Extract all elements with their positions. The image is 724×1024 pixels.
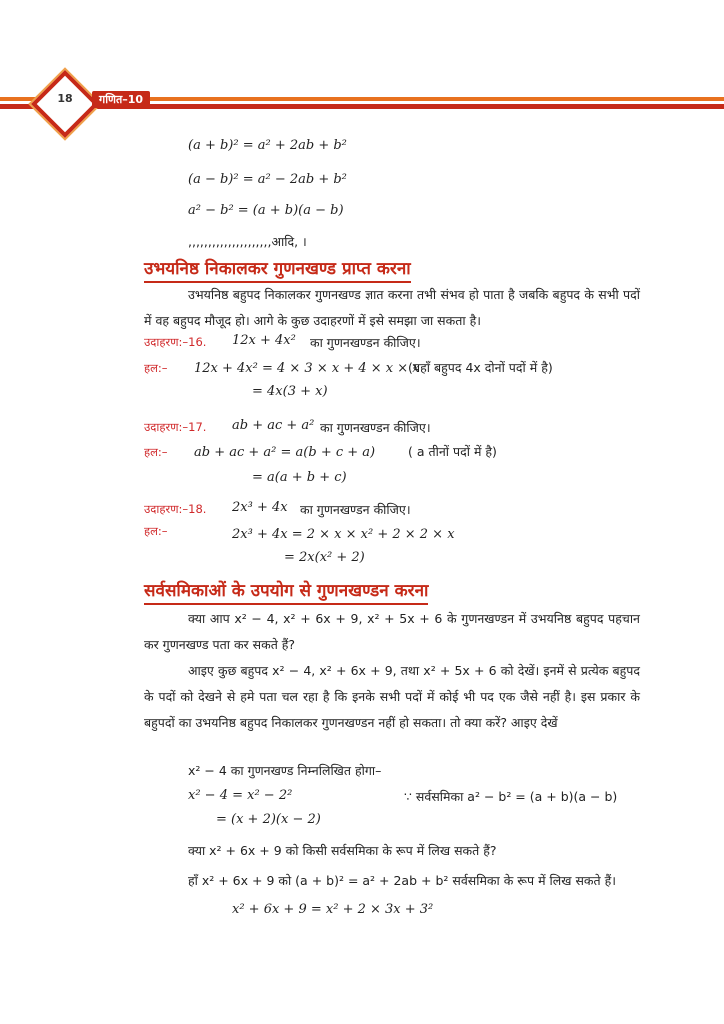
example-17-task: का गुणनखण्डन कीजिए। [320, 420, 431, 435]
example-17-solution-label: हल:– [144, 445, 168, 459]
section1-intro: उभयनिष्ठ बहुपद निकालकर गुणनखण्ड ज्ञात करना तभी संभव हो पाता है जबकि बहुपद के सभी पदों में वह बहुपद मौजूद हो। आगे के कुछ उदाहरणों में इसे समझा जा सकता है। [144, 287, 640, 328]
example-18-step1: 2x³ + 4x = 2 × x × x² + 2 × 2 × x [232, 527, 455, 542]
example-16-task: का गुणनखण्डन कीजिए। [310, 335, 421, 350]
example-17-step1: ab + ac + a² = a(b + c + a) [194, 445, 376, 460]
book-title: गणित–10 [92, 91, 150, 108]
section2-para2: आइए कुछ बहुपद x² − 4, x² + 6x + 9, तथा x² + 5x + 6 को देखें। इनमें से प्रत्येक बहुपद के पदों को देखने से हमे पता चल रहा है कि इनके सभी पदों में कोई भी पद एक जैसे नहीं है। इस प्रकार के बहुपदों का उभयनिष्ठ बहुपद निकालकर गुणनखण्डन नहीं हो सकता। तो क्या करें? आइए देखें [144, 663, 640, 730]
example-16-step2: = 4x(3 + x) [252, 384, 328, 399]
example-17-note: ( a तीनों पदों में है) [408, 444, 497, 459]
section2-eq1-note: ∵ सर्वसमिका a² − b² = (a + b)(a − b) [404, 789, 618, 804]
section2-eq1: x² − 4 = x² − 2² [188, 788, 293, 803]
section2-answer: हाँ x² + 6x + 9 को (a + b)² = a² + 2ab + b² सर्वसमिका के रूप में लिख सकते हैं। [188, 873, 616, 888]
example-17-expr: ab + ac + a² [232, 418, 315, 433]
identities-etc: ,,,,,,,,,,,,,,,,,,,,,आदि, । [188, 234, 307, 249]
example-16-note: (यहाँ बहुपद 4x दोनों पदों में है) [408, 360, 553, 375]
section2-para1: क्या आप x² − 4, x² + 6x + 9, x² + 5x + 6 के गुणनखण्डन में उभयनिष्ठ बहुपद पहचान कर गुणनखण्ड पता कर सकते हैं? [144, 611, 640, 652]
section2-eq2: = (x + 2)(x − 2) [216, 812, 321, 827]
identity-square-difference: (a − b)² = a² − 2ab + b² [188, 172, 347, 187]
example-18-solution-label: हल:– [144, 524, 168, 538]
example-17-step2: = a(a + b + c) [252, 470, 347, 485]
example-18-expr: 2x³ + 4x [232, 500, 288, 515]
factor-line: x² − 4 का गुणनखण्ड निम्नलिखित होगा– [188, 763, 382, 778]
example-18-label: उदाहरण:–18. [144, 502, 207, 516]
section-heading-common-factor: उभयनिष्ठ निकालकर गुणनखण्ड प्राप्त करना [144, 256, 411, 279]
example-16-step1: 12x + 4x² = 4 × 3 × x + 4 × x × x [194, 361, 420, 376]
example-16-solution-label: हल:– [144, 361, 168, 375]
page-number: 18 [57, 92, 73, 105]
example-18-step2: = 2x(x² + 2) [284, 550, 365, 565]
section2-question: क्या x² + 6x + 9 को किसी सर्वसमिका के रूप में लिख सकते हैं? [188, 843, 497, 858]
section2-eq3: x² + 6x + 9 = x² + 2 × 3x + 3² [232, 902, 434, 917]
identity-square-sum: (a + b)² = a² + 2ab + b² [188, 138, 347, 153]
example-18-task: का गुणनखण्डन कीजिए। [300, 502, 411, 517]
section-heading-identities: सर्वसमिकाओं के उपयोग से गुणनखण्डन करना [144, 578, 428, 601]
example-16-expr: 12x + 4x² [232, 333, 296, 348]
example-16-label: उदाहरण:–16. [144, 335, 207, 349]
identity-difference-of-squares: a² − b² = (a + b)(a − b) [188, 203, 344, 218]
example-17-label: उदाहरण:–17. [144, 420, 207, 434]
